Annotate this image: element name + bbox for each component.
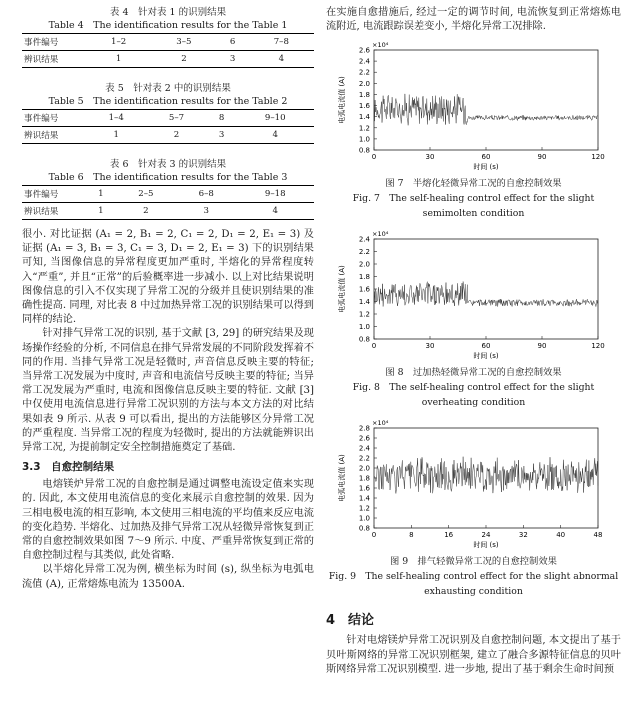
y-axis-label: 电弧电流值 (A) <box>338 454 346 503</box>
x-tick-label: 30 <box>425 342 435 351</box>
table-cell: 2 <box>146 127 206 144</box>
y-tick-label: 2.8 <box>358 424 370 433</box>
plot-frame <box>374 239 598 339</box>
x-tick-label: 30 <box>425 153 435 162</box>
body-paragraph: 针对电熔镁炉异常工况识别及自愈控制问题, 本文提出了基于贝叶斯网络的异常工况识别框架, 建立了融合多源特征信息的贝叶斯网络异常工况识别模型. 进一步地, 提出了基于剩余生命时间预 <box>326 635 621 675</box>
line-chart <box>326 227 621 365</box>
y-tick-label: 1.4 <box>358 113 370 122</box>
y-tick-label: 2.6 <box>358 434 370 443</box>
table-cell: 辨识结果 <box>22 203 86 220</box>
axis-exponent: ×10⁴ <box>372 419 389 428</box>
table-header-cell: 1–2 <box>86 34 151 51</box>
y-tick-label: 1.6 <box>358 285 370 294</box>
y-tick-label: 0.8 <box>358 146 370 155</box>
table-cell: 3 <box>176 203 236 220</box>
body-paragraph: 针对排气异常工况的识别, 基于文献 [3, 29] 的研究结果及现场操作经验的分析, 不同信息在排气异常发展的不同阶段发挥着不同的作用. 当排气异常工况是轻微时, 声音信息反映主要的特征; 当异常工况发展为中度时, 声音和电流信号反映主要的特征; 当异常工况发展为严重时, 电流和图像信息反映主要的特征. 文献 [3] 中仅使用电流信息进行异常工况识别的方法与本文方法的对比结果如表 9 所示. 从表 9 可以看出, 提出的方法能够区分异常工况的严重程度. 当异常工况的程度为轻微时, 提出的方法就能辨识出异常工况, 为提前制定安全控制措施奠定了基础. <box>22 328 314 454</box>
section-heading: 4 结论 <box>326 613 375 629</box>
result-table <box>22 109 314 144</box>
x-axis-label: 时间 (s) <box>473 163 499 172</box>
table-title-en: Table 5 The identification results for the Table 2 <box>48 96 288 107</box>
figure-caption-cn: 图 8 过加热轻微异常工况的自愈控制效果 <box>385 367 562 379</box>
table-header-cell: 6 <box>217 34 249 51</box>
table-header-cell: 8 <box>207 110 237 127</box>
body-paragraph: 电熔镁炉异常工况的自愈控制是通过调整电流设定值来实现的. 因此, 本文使用电流信息的变化来展示自愈控制的效果. 因为三相电极电流的相互影响, 本文使用三相电流的平均值来反应电流的变化趋势. 半熔化、过加热及排气异常工况从轻微异常恢复到正常的自愈控制效果如图 7～9 所示. 中度、严重异常恢复到正常的自愈控制过程与其类似, 此处省略. <box>22 479 314 562</box>
current-series-line <box>374 282 598 307</box>
y-tick-label: 2.0 <box>358 260 370 269</box>
current-series-line <box>374 457 598 494</box>
y-tick-label: 2.6 <box>358 46 370 55</box>
x-axis-label: 时间 (s) <box>473 352 499 361</box>
body-paragraph: 在实施自愈措施后, 经过一定的调节时间, 电流恢复到正常熔炼电流附近, 电流跟踪误差变小, 半熔化异常工况排除. <box>326 7 621 33</box>
table-cell: 2 <box>151 51 216 68</box>
x-tick-label: 0 <box>371 531 377 540</box>
table-header-cell: 7–8 <box>249 34 314 51</box>
figure-caption-cn: 图 7 半熔化轻微异常工况的自愈控制效果 <box>385 178 562 190</box>
body-paragraph: 以半熔化异常工况为例, 横坐标为时间 (s), 纵坐标为电弧电流值 (A), 正常熔炼电流为 13500A. <box>22 564 314 590</box>
table-title-cn: 表 6 针对表 3 的识别结果 <box>109 159 227 170</box>
table-header-cell: 3–5 <box>151 34 216 51</box>
x-tick-label: 16 <box>444 531 454 540</box>
table-5 <box>22 82 314 144</box>
x-axis-label: 时间 (s) <box>473 541 499 550</box>
plot-frame <box>374 428 598 528</box>
table-6 <box>22 158 314 220</box>
section-heading: 3.3 自愈控制结果 <box>22 461 115 474</box>
figure-caption-en: Fig. 9 The self-healing control effect for the slight abnormal exhausting condition <box>328 571 619 598</box>
line-chart <box>326 416 621 554</box>
y-tick-label: 1.6 <box>358 102 370 111</box>
y-tick-label: 2.2 <box>358 454 370 463</box>
figure-caption-en: Fig. 8 The self-healing control effect for the slight overheating condition <box>352 382 595 409</box>
axis-exponent: ×10⁴ <box>372 230 389 239</box>
table-header-cell: 事件编号 <box>22 34 86 51</box>
y-tick-label: 2.2 <box>358 69 370 78</box>
table-header-cell: 9–10 <box>236 110 314 127</box>
table-cell: 4 <box>236 203 314 220</box>
figure-caption-en: Fig. 7 The self-healing control effect for the slight semimolten condition <box>352 193 595 220</box>
y-tick-label: 2.4 <box>358 444 370 453</box>
table-cell: 3 <box>217 51 249 68</box>
table-4 <box>22 6 314 68</box>
x-tick-label: 60 <box>481 342 491 351</box>
figure-caption-cn: 图 9 排气轻微异常工况的自愈控制效果 <box>390 556 557 568</box>
x-tick-label: 120 <box>591 153 605 162</box>
table-cell: 2 <box>116 203 176 220</box>
y-tick-label: 2.0 <box>358 80 370 89</box>
y-tick-label: 2.2 <box>358 248 370 257</box>
right-column <box>326 0 621 677</box>
x-tick-label: 32 <box>518 531 528 540</box>
x-tick-label: 90 <box>537 342 547 351</box>
plot-frame <box>374 50 598 150</box>
table-title-cn: 表 4 针对表 1 的识别结果 <box>109 7 227 18</box>
y-tick-label: 1.8 <box>358 91 370 100</box>
table-header-cell: 2–5 <box>116 186 176 203</box>
x-tick-label: 8 <box>409 531 414 540</box>
x-tick-label: 0 <box>371 342 377 351</box>
x-tick-label: 0 <box>371 153 377 162</box>
result-table <box>22 185 314 220</box>
table-cell: 3 <box>207 127 237 144</box>
table-title-cn: 表 5 针对表 2 中的识别结果 <box>105 83 231 94</box>
x-tick-label: 40 <box>556 531 566 540</box>
table-header-cell: 9–18 <box>236 186 314 203</box>
y-tick-label: 1.4 <box>358 494 370 503</box>
result-table <box>22 33 314 68</box>
table-cell: 1 <box>86 51 151 68</box>
y-tick-label: 1.0 <box>358 514 370 523</box>
figure-7 <box>326 38 621 221</box>
y-tick-label: 1.8 <box>358 474 370 483</box>
left-column <box>22 0 314 592</box>
y-tick-label: 1.6 <box>358 484 370 493</box>
current-series-line <box>374 94 598 125</box>
table-title-en: Table 6 The identification results for the Table 3 <box>48 172 288 183</box>
y-tick-label: 2.0 <box>358 464 370 473</box>
axis-exponent: ×10⁴ <box>372 41 389 50</box>
table-header-cell: 1–4 <box>86 110 146 127</box>
x-tick-label: 90 <box>537 153 547 162</box>
table-cell: 1 <box>86 127 146 144</box>
y-tick-label: 1.0 <box>358 135 370 144</box>
y-tick-label: 1.2 <box>358 310 370 319</box>
x-tick-label: 24 <box>481 531 491 540</box>
table-cell: 辨识结果 <box>22 51 86 68</box>
y-tick-label: 1.8 <box>358 273 370 282</box>
y-tick-label: 2.4 <box>358 58 370 67</box>
table-cell: 4 <box>249 51 314 68</box>
y-tick-label: 2.4 <box>358 235 370 244</box>
table-header-cell: 事件编号 <box>22 110 86 127</box>
figure-8 <box>326 227 621 410</box>
line-chart <box>326 38 621 176</box>
table-header-cell: 事件编号 <box>22 186 86 203</box>
y-axis-label: 电弧电流值 (A) <box>338 265 346 314</box>
table-cell: 1 <box>86 203 116 220</box>
y-tick-label: 1.4 <box>358 298 370 307</box>
table-title-en: Table 4 The identification results for the Table 1 <box>48 20 288 31</box>
x-tick-label: 60 <box>481 153 491 162</box>
table-cell: 4 <box>236 127 314 144</box>
table-header-cell: 6–8 <box>176 186 236 203</box>
y-tick-label: 0.8 <box>358 335 370 344</box>
y-tick-label: 1.2 <box>358 504 370 513</box>
table-cell: 辨识结果 <box>22 127 86 144</box>
y-tick-label: 1.2 <box>358 124 370 133</box>
x-tick-label: 120 <box>591 342 605 351</box>
table-header-cell: 1 <box>86 186 116 203</box>
y-tick-label: 1.0 <box>358 323 370 332</box>
body-paragraph: 很小. 对比证据 (A₁ = 2, B₁ = 2, C₁ = 2, D₁ = 2, E₁ = 3) 及证据 (A₁ = 3, B₁ = 3, C₁ = 3, D₁ = 2, E₁ = 3) 下的识别结果可知, 当图像信息的异常程度更加严重时, 半熔化的异常程度转入“严重”, 并且“正常”的后验概率进一步减小. 以上对比结果说明图像信息的引入不仅实现了异常工况的分级并且使识别结果的准确性提高. 同理, 对比表 8 中过加热异常工况的识别结果可以得到同样的结论. <box>22 229 314 326</box>
x-tick-label: 48 <box>593 531 603 540</box>
y-axis-label: 电弧电流值 (A) <box>338 76 346 125</box>
figure-9 <box>326 416 621 599</box>
y-tick-label: 0.8 <box>358 524 370 533</box>
table-header-cell: 5–7 <box>146 110 206 127</box>
